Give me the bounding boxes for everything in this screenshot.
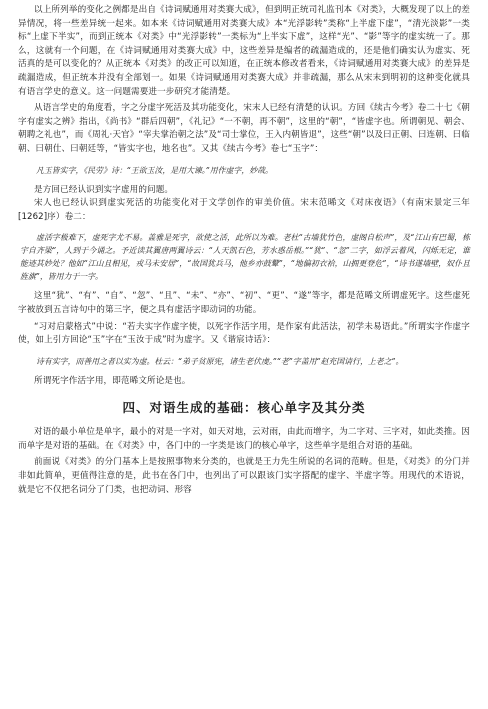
- block-quote: 凡玉皆实字，《民劳》诗：“王欲玉汝，是用大谏。”用作虚字，妙哉。: [36, 165, 273, 175]
- paragraph: 所谓死字作活字用，即范晞文所论是也。: [34, 375, 191, 386]
- paragraph: 从语言学史的角度看，字之分虚字死活及其功能变化，宋末人已经有清楚的认识。方回《续古今考》卷二十七《朝字有虚实之辨》指出，《尚书》“群后四朝”，《礼记》“一不朝，再不朝”，这里的“朝”，“皆虚字也。所谓朝见、朝会、朝聘之礼也”，而《周礼·天官》“宰夫掌治朝之法”及“司士掌位，王入内朝皆退”，这些“朝”以及曰正朝、曰连朝、曰临朝、曰朝仕、曰朝廷等，“皆实字也，地名也”。又其《续古今考》卷七“玉字”：: [18, 103, 470, 154]
- block-quote: 诗有实字，而善用之者以实为虚。杜云：“弟子贫原宪，诸生老伏虔。”“老”字盖用“赵充国请行，上老之”。: [36, 356, 404, 366]
- paragraph: 这里“犹”、“有”、“自”、“忽”、“且”、“未”、“亦”、“初”、“更”、“遂”等字，都是范晞文所谓虚死字。这些虚死字被放到五言诗句中的第三字，便之具有虚活字即动词的功能。: [18, 291, 470, 315]
- paragraph: 对语的最小单位是单字，最小的对是一字对，如天对地，云对雨，由此而增字，为二字对、三字对，如此类推。因而单字是对语的基础。在《对类》中，各门中的一字类是该门的核心单字，这些单字是组合对语的基础。: [18, 427, 470, 451]
- paragraph: 宋人也已经认识到虚实死活的功能变化对于文学创作的审美价值。宋末范晞文《对床夜语》（有南宋景定三年[1262]序）卷二：: [18, 198, 470, 222]
- paragraph: 是方回已经认识到实字虚用的问题。: [34, 184, 174, 195]
- paragraph: “习对启蒙格式”中说：“若夫实字作虚字使，以死字作活字用，是作家有此活法，初学未易语此。”所谓实字作虚字使，如上引方回论“玉”字在“玉汝于成”时为虚字。又《谐宸诗话》：: [18, 321, 470, 346]
- paragraph: 前面说《对类》的分门基本上是按照事物来分类的，也就是王力先生所说的名词的范畴。但是，《对类》的分门并非如此简单，更值得注意的是，此书在各门中，也列出了可以跟该门实字搭配的虚字、半虚字等。用现代的术语说，就是它不仅把名词分了门类，也把动词、形容: [18, 457, 470, 495]
- block-quote: 虚活字极难下，虚死字尤不易。盖雅是死字，欲使之活，此所以为难。老杜“古墙犹竹色，虚阁自松声”，及“江山有巴蜀，栋宇自齐梁”，人到于今诵之。予近读其翼唐两翼诗云：“人天凯石色，芳水惑岳根。”“犹”、“忽”二字，如浮云着风，闪烁无定，谁能迹其妙处？他如“江山且相见，戎马未安居”，“故国犹兵马，他乡亦鼓鼙”，“地偏初衣袷，山拥更登危”，“诗书遂墙壁，奴仆且旌旗”，皆用力于一字。: [20, 233, 470, 282]
- paragraph: 以上所列举的变化之例都是出自《诗词赋通用对类赛大成》，但到明正统司礼监刊本《对类》，大概发现了以上的差异情况，将一些差异统一起来。如本来《诗词赋通用对类赛大成》本“光浮影转”类称“上半虚下虚”，“清光淡影”一类标“上虚下半实”，而到正统本《对类》中“光浮影转”一类标为“上半实下虚”，这样“光”、“影”等字的虚实统一了。那么，这就有一个问题，在《诗词赋通用对类赛大成》中，这些差异是编者的疏漏造成的，还是他们确实认为虚实、死活真的是可以变化的？从正统本《对类》的改正可以知道，在正统本修改者看来，《诗词赋通用对类赛大成》的差异是疏漏造成，但正统本并没有全部划一。如果《诗词赋通用对类赛大成》并非疏漏，那么从宋末到明初的这种变化就具有语言学史的意义。这一问题需要进一步研究才能清楚。: [18, 5, 470, 97]
- section-heading: 四、对语生成的基础：核心单字及其分类: [122, 400, 366, 416]
